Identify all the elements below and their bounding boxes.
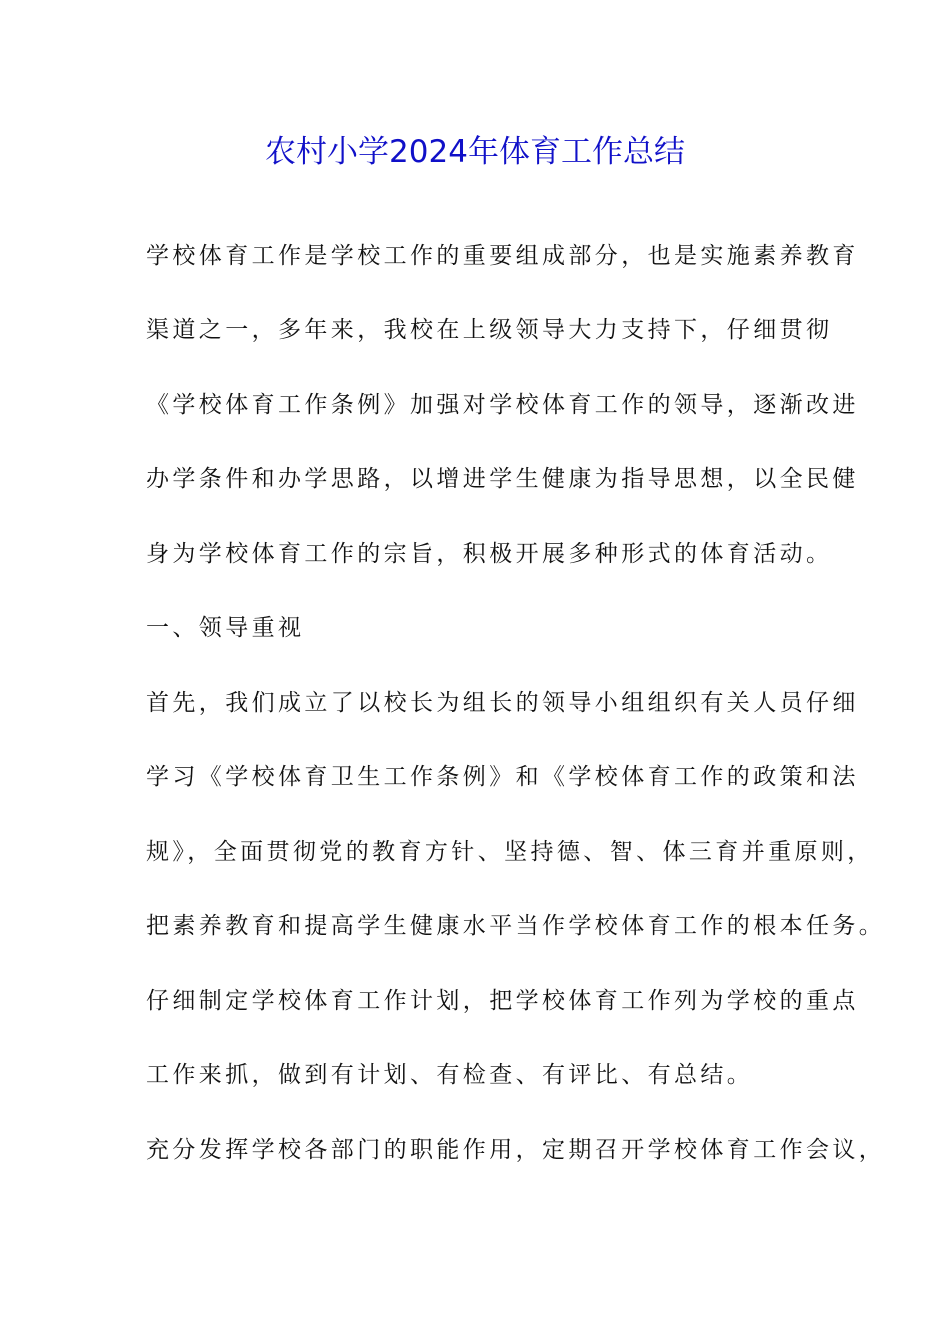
paragraph-line-13: 充分发挥学校各部门的职能作用，定期召开学校体育工作会议， [146, 1137, 886, 1163]
paragraph-line-2: 渠道之一，多年来，我校在上级领导大力支持下，仔细贯彻 [146, 317, 833, 343]
document-title: 农村小学2024年体育工作总结 [265, 134, 685, 170]
paragraph-line-7: 首先，我们成立了以校长为组长的领导小组组织有关人员仔细 [146, 690, 859, 716]
paragraph-line-3: 《学校体育工作条例》加强对学校体育工作的领导，逐渐改进 [146, 392, 859, 418]
paragraph-line-1: 学校体育工作是学校工作的重要组成部分，也是实施素养教育 [146, 243, 859, 269]
section-heading-leadership: 一、领导重视 [146, 615, 305, 641]
paragraph-line-10: 把素养教育和提高学生健康水平当作学校体育工作的根本任务。 [146, 913, 886, 939]
paragraph-line-4: 办学条件和办学思路，以增进学生健康为指导思想，以全民健 [146, 466, 859, 492]
paragraph-line-8: 学习《学校体育卫生工作条例》和《学校体育工作的政策和法 [146, 764, 859, 790]
paragraph-line-11: 仔细制定学校体育工作计划，把学校体育工作列为学校的重点 [146, 988, 859, 1014]
paragraph-line-9: 规》，全面贯彻党的教育方针、坚持德、智、体三育并重原则， [146, 839, 874, 865]
paragraph-line-5: 身为学校体育工作的宗旨，积极开展多种形式的体育活动。 [146, 541, 833, 567]
paragraph-line-12: 工作来抓，做到有计划、有检查、有评比、有总结。 [146, 1062, 754, 1088]
